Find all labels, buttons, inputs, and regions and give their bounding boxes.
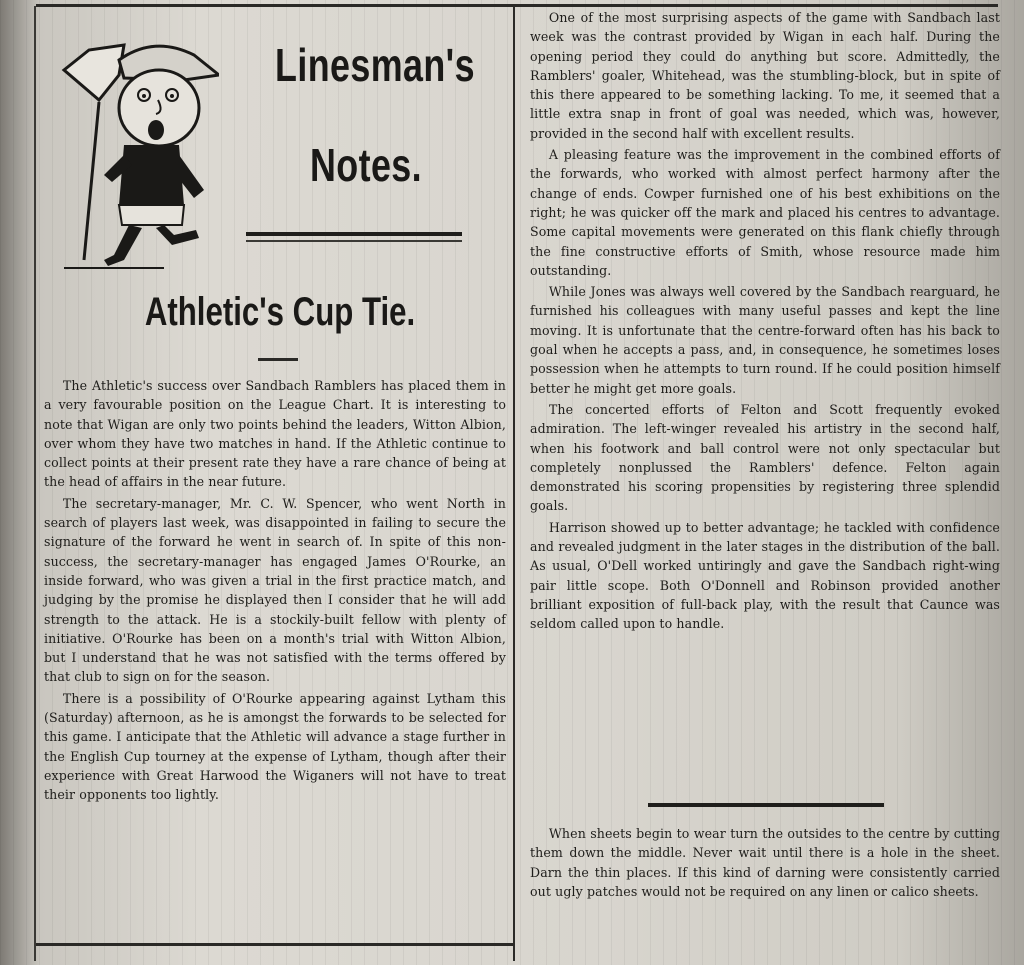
subheading-rule [258,358,298,361]
left-article-column [44,376,506,805]
article-paragraph: There is a possibility of O'Rourke appearing against Lytham this (Saturday) afternoon, as he is amongst the forwards to be selected for this game. I anticipate that the Athletic will advance a stage further in the English Cup tourney at the expense of Lytham, though after their experience with Great Harwood the Wiganers will not have to treat their opponents too lightly. [44,690,506,803]
section-subheading: Athletic's Cup Tie. [144,290,416,334]
right-article-column [530,8,1000,634]
left-margin-rule [34,6,36,961]
headline-line-2: Notes. [309,139,423,191]
headline-rule-thin [246,240,462,242]
headline-rule [246,232,462,236]
article-paragraph: One of the most surprising aspects of the game with Sandbach last week was the contrast provided by Wigan in each half. During the opening period they could do anything but score. Admittedly, the Ramblers' goaler, Whitehead, was the stumbling-block, but in spite of this there appeared to be something lacking. To me, it seemed that a little extra snap in front of goal was needed, which was, however, provided in the second half with excellent results. [530,10,1000,141]
article-paragraph: The Athletic's success over Sandbach Ramblers has placed them in a very favourable position on the League Chart. It is interesting to note that Wigan are only two points behind the leaders, Witton Albion, over whom they have two matches in hand. If the Athletic continue to collect points at their present rate they have a rare chance of being at the head of affairs in the near future. [44,378,506,490]
article-paragraph: The secretary-manager, Mr. C. W. Spencer, who went North in search of players last week, was disappointed in failing to secure the signature of the forward he went in search of. In spite of this non-success, the secretary-manager has engaged James O'Rourke, an inside forward, who was given a trial in the first practice match, and judging by the promise he displayed then I consider that he will add strength to the attack. He is a stockily-built fellow with plenty of initiative. O'Rourke has been on a month's trial with Witton Albion, but I understand that he was not satisfied with the terms offered by that club to sign on for the season. [44,495,506,685]
column-divider [513,6,515,961]
headline-line-1: Linesman's [275,39,475,91]
article-paragraph: The concerted efforts of Felton and Scott frequently evoked admiration. The left-winger revealed his artistry in the second half, when his footwork and ball control were not only spectacular but completely nonplussed the Ramblers' defence. Felton again demonstrated his scoring propensities by registering three splendid goals. [530,401,1000,514]
household-tip-column [530,824,1000,901]
article-paragraph: A pleasing feature was the improvement in the combined efforts of the forwards, who worked with almost perfect harmony after the change of ends. Cowper furnished one of his best exhibitions on the right; he was quicker off the mark and placed his centres to advantage. Some capital movements were generated on this flank chiefly through the fine constructive efforts of Smith, whose resource made him outstanding. [530,147,1000,278]
section-divider-rule [648,803,884,807]
top-rule [36,4,998,7]
article-paragraph: While Jones was always well covered by the Sandbach rearguard, he furnished his colleagues with many useful passes and kept the line moving. It is unfortunate that the centre-forward often has his back to goal when he accepts a pass, and, in consequence, he sometimes loses possession when he attempts to turn round. If he could position himself better he might get more goals. [530,284,1000,396]
article-paragraph: Harrison showed up to better advantage; he tackled with confidence and revealed judgment in the later stages in the distribution of the ball. As usual, O'Dell worked untiringly and gave the Sandbach right-wing pair little scope. Both O'Donnell and Robinson provided another brilliant exposition of full-back play, with the result that Caunce was seldom called upon to handle. [530,519,1000,632]
tip-paragraph: When sheets begin to wear turn the outsides to the centre by cutting them down the middle. Never wait until there is a hole in the sheet. Darn the thin places. If this kind of darning were consistently carried out ugly patches would not be required on any linen or calico sheets. [530,826,1000,899]
running-footballer-icon [44,30,219,275]
bottom-rule [36,943,514,946]
